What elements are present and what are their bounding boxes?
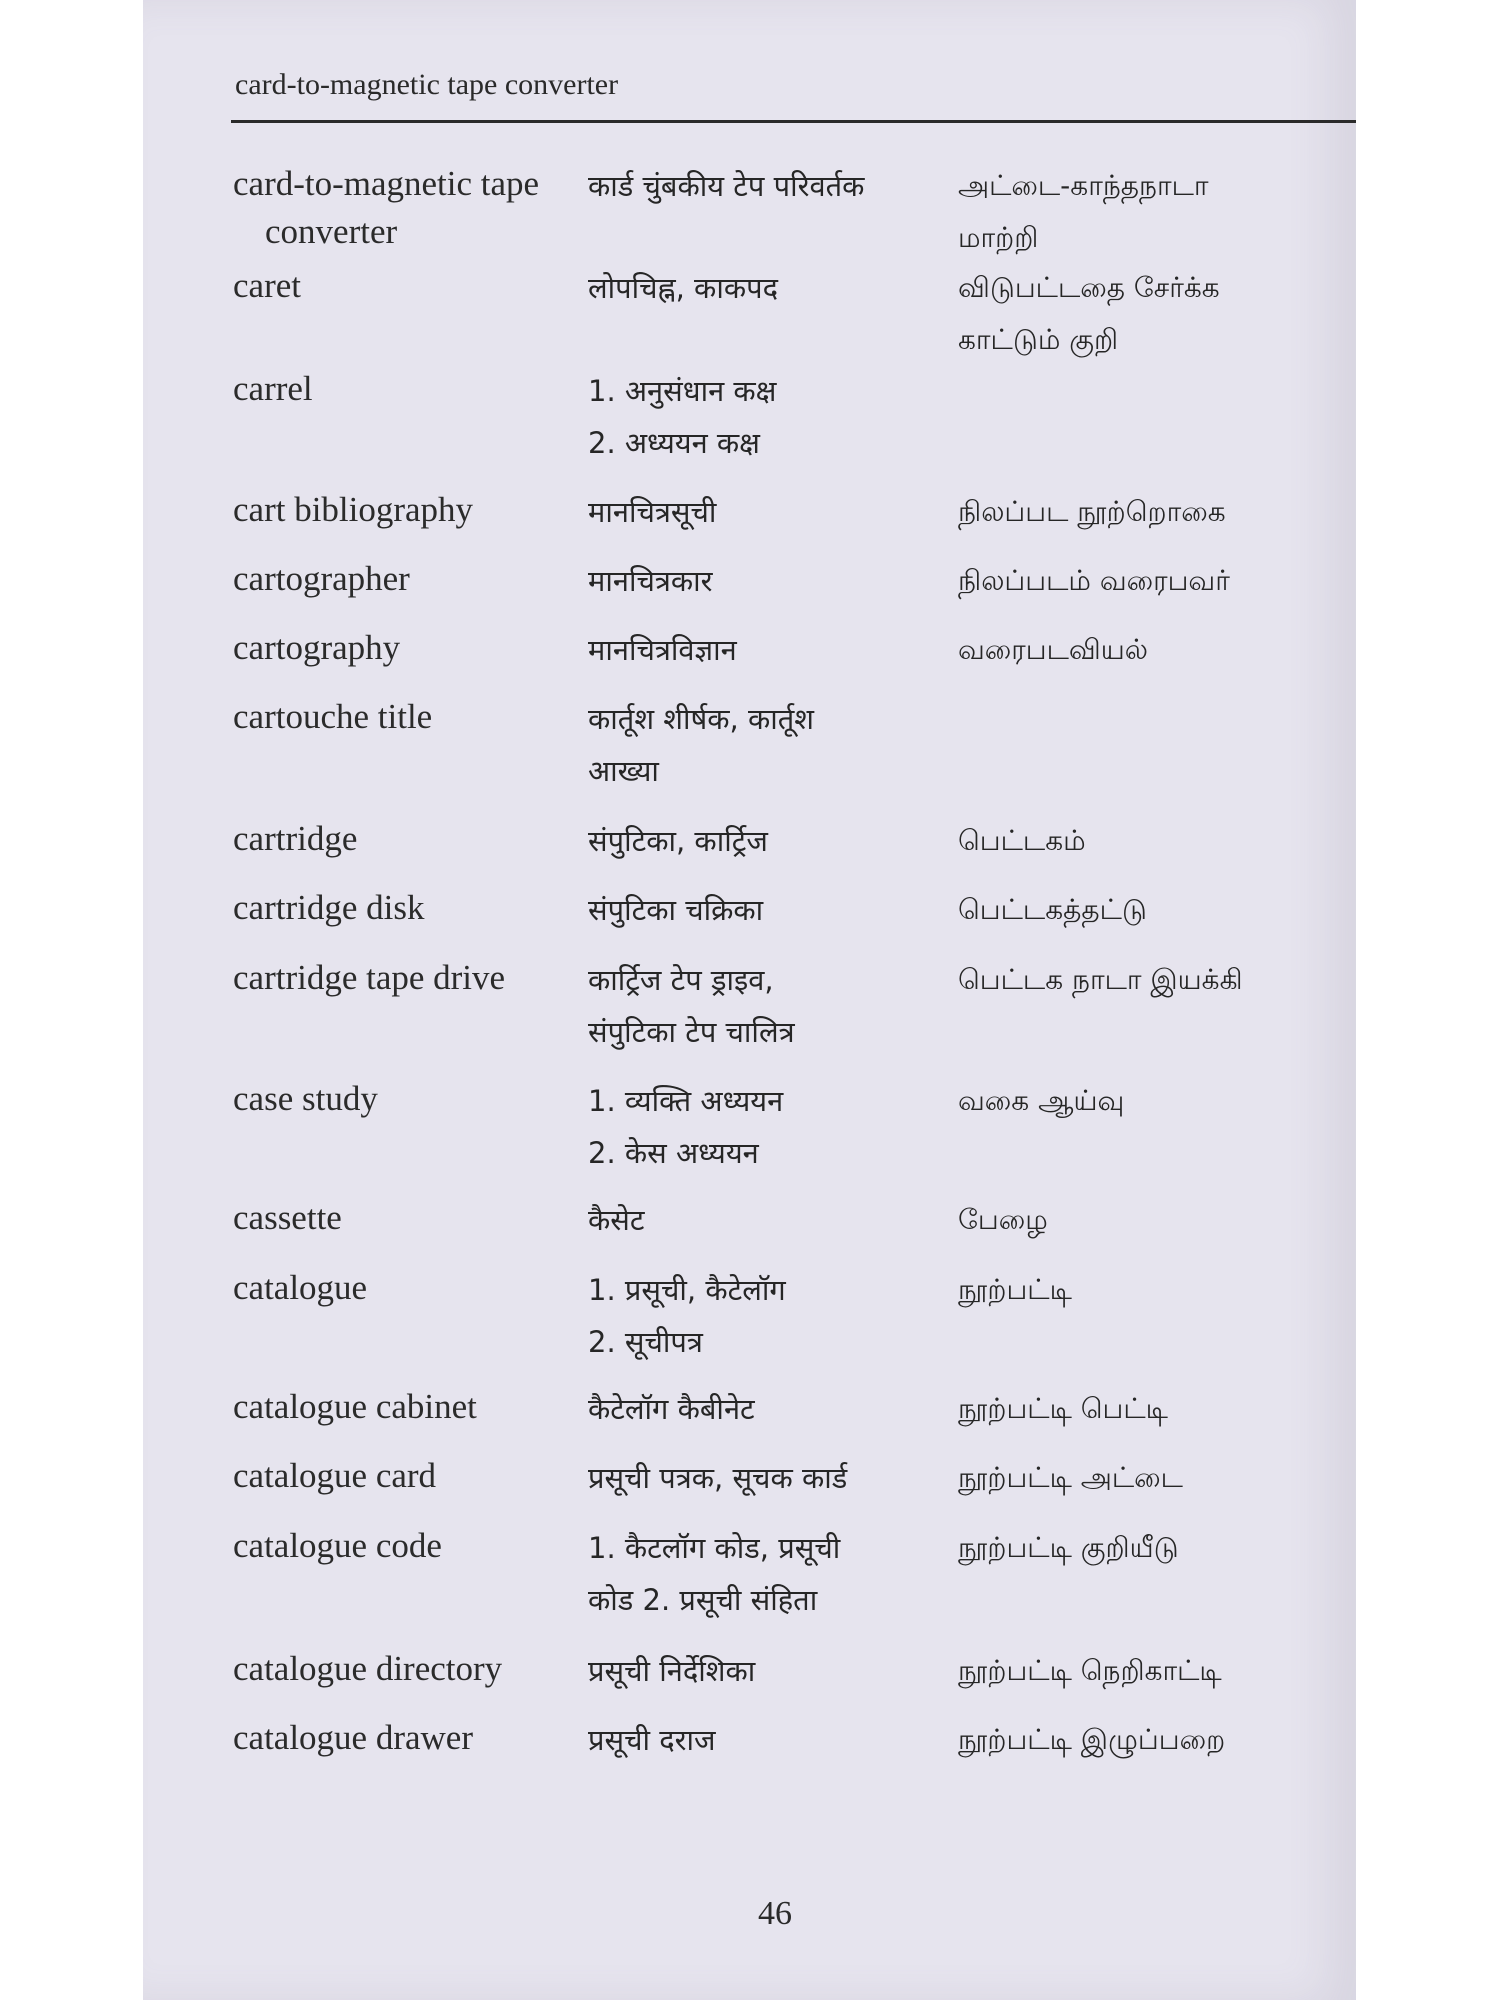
english-term-text: card-to-magnetic tape (233, 164, 540, 203)
english-term (233, 1645, 603, 1693)
tamil-line: பேழை (958, 1203, 1048, 1236)
hindi-equivalent (588, 1264, 958, 1368)
tamil-line: நிலப்படம் வரைபவர் (958, 564, 1230, 597)
english-term (233, 486, 603, 534)
english-term-text: cart bibliography (233, 490, 474, 529)
hindi-line: 2. अध्ययन कक्ष (588, 426, 760, 460)
hindi-line: मानचित्रकार (588, 564, 713, 598)
english-term-text: catalogue (233, 1268, 368, 1307)
english-term (233, 1714, 603, 1762)
hindi-equivalent (588, 486, 958, 538)
hindi-equivalent (588, 262, 958, 314)
tamil-line: பெட்டக நாடா இயக்கி (958, 963, 1243, 996)
hindi-line: 2. केस अध्ययन (588, 1136, 759, 1170)
hindi-equivalent (588, 884, 958, 936)
hindi-line: 1. कैटलॉग कोड, प्रसूची (588, 1531, 841, 1565)
english-term-text: cartouche title (233, 697, 433, 736)
tamil-equivalent (958, 884, 1358, 936)
hindi-equivalent (588, 160, 958, 212)
tamil-equivalent (958, 1522, 1358, 1574)
tamil-line: காட்டும் குறி (958, 323, 1119, 356)
page-number: 46 (758, 1895, 792, 1932)
english-term-text: catalogue directory (233, 1649, 503, 1688)
hindi-equivalent (588, 1714, 958, 1766)
hindi-line: लोपचिह्न, काकपद (588, 271, 778, 305)
hindi-equivalent (588, 1522, 958, 1626)
english-term-continuation: converter (265, 212, 398, 251)
tamil-line: நூற்பட்டி பெட்டி (958, 1392, 1168, 1425)
english-term-text: catalogue code (233, 1526, 442, 1565)
english-term (233, 1452, 603, 1500)
tamil-line: நூற்பட்டி (958, 1273, 1072, 1306)
english-term-text: catalogue card (233, 1456, 437, 1495)
tamil-equivalent (958, 1452, 1358, 1504)
hindi-line: कार्तूश शीर्षक, कार्तूश (588, 702, 814, 736)
tamil-equivalent (958, 624, 1358, 676)
english-term (233, 1264, 603, 1312)
hindi-line: संपुटिका चक्रिका (588, 893, 764, 927)
hindi-line: कार्ट्रिज टेप ड्राइव, (588, 963, 774, 997)
tamil-line: நூற்பட்டி குறியீடு (958, 1531, 1179, 1564)
english-term (233, 815, 603, 863)
tamil-equivalent (958, 1075, 1358, 1127)
tamil-equivalent (958, 815, 1358, 867)
hindi-line: प्रसूची पत्रक, सूचक कार्ड (588, 1461, 848, 1495)
english-term (233, 1522, 603, 1570)
english-term (233, 160, 603, 256)
english-term-text: cartridge disk (233, 888, 425, 927)
tamil-line: நூற்பட்டி நெறிகாட்டி (958, 1654, 1222, 1687)
english-term-text: cartographer (233, 559, 410, 598)
hindi-equivalent (588, 954, 958, 1058)
tamil-equivalent (958, 1264, 1358, 1316)
hindi-equivalent (588, 1383, 958, 1435)
tamil-equivalent (958, 954, 1358, 1006)
english-term (233, 884, 603, 932)
hindi-line: प्रसूची निर्देशिका (588, 1654, 756, 1688)
hindi-equivalent (588, 693, 958, 797)
english-term (233, 693, 603, 741)
tamil-line: வரைபடவியல் (958, 633, 1148, 666)
hindi-line: कैसेट (588, 1203, 645, 1237)
hindi-line: संपुटिका, कार्ट्रिज (588, 824, 768, 858)
english-term-text: cartridge tape drive (233, 958, 506, 997)
hindi-equivalent (588, 555, 958, 607)
hindi-equivalent (588, 815, 958, 867)
english-term (233, 1075, 603, 1123)
hindi-line: 1. अनुसंधान कक्ष (588, 374, 777, 408)
hindi-equivalent (588, 365, 958, 469)
tamil-equivalent (958, 1194, 1358, 1246)
english-term (233, 954, 603, 1002)
english-term-text: cartography (233, 628, 401, 667)
tamil-equivalent (958, 486, 1358, 538)
tamil-line: வகை ஆய்வு (958, 1084, 1125, 1117)
hindi-line: प्रसूची दराज (588, 1723, 716, 1757)
hindi-line: मानचित्रविज्ञान (588, 633, 737, 667)
english-term (233, 624, 603, 672)
tamil-equivalent (958, 555, 1358, 607)
tamil-line: நூற்பட்டி அட்டை (958, 1461, 1183, 1494)
hindi-line: आख्या (588, 754, 659, 788)
english-term (233, 1383, 603, 1431)
tamil-line: அட்டை-காந்தநாடா (958, 169, 1209, 202)
hindi-line: संपुटिका टेप चालित्र (588, 1015, 795, 1049)
english-term (233, 262, 603, 310)
english-term-text: catalogue cabinet (233, 1387, 477, 1426)
hindi-equivalent (588, 1645, 958, 1697)
hindi-line: 1. व्यक्ति अध्ययन (588, 1084, 784, 1118)
hindi-equivalent (588, 1075, 958, 1179)
tamil-equivalent (958, 1383, 1358, 1435)
english-term-text: case study (233, 1079, 378, 1118)
english-term-text: cassette (233, 1198, 342, 1237)
hindi-equivalent (588, 1194, 958, 1246)
tamil-line: விடுபட்டதை சேர்க்க (958, 271, 1220, 304)
tamil-line: பெட்டகம் (958, 824, 1086, 857)
tamil-equivalent (958, 1714, 1358, 1766)
english-term-text: caret (233, 266, 301, 305)
english-term-text: carrel (233, 369, 313, 408)
hindi-equivalent (588, 624, 958, 676)
hindi-equivalent (588, 1452, 958, 1504)
hindi-line: कार्ड चुंबकीय टेप परिवर्तक (588, 169, 865, 203)
hindi-line: मानचित्रसूची (588, 495, 717, 529)
english-term (233, 555, 603, 603)
tamil-line: மாற்றி (958, 221, 1039, 254)
tamil-line: நூற்பட்டி இழுப்பறை (958, 1723, 1226, 1756)
hindi-line: 1. प्रसूची, कैटेलॉग (588, 1273, 786, 1307)
english-term-text: catalogue drawer (233, 1718, 473, 1757)
tamil-equivalent (958, 1645, 1358, 1697)
hindi-line: 2. सूचीपत्र (588, 1325, 703, 1359)
english-term (233, 365, 603, 413)
hindi-line: कोड 2. प्रसूची संहिता (588, 1583, 818, 1617)
tamil-line: பெட்டகத்தட்டு (958, 893, 1147, 926)
english-term (233, 1194, 603, 1242)
hindi-line: कैटेलॉग कैबीनेट (588, 1392, 755, 1426)
tamil-equivalent (958, 262, 1358, 366)
tamil-equivalent (958, 160, 1358, 264)
english-term-text: cartridge (233, 819, 358, 858)
glossary-entries (143, 0, 1356, 2000)
running-head: card-to-magnetic tape converter (235, 68, 619, 101)
tamil-line: நிலப்பட நூற்றொகை (958, 495, 1226, 528)
book-page (143, 0, 1356, 2000)
